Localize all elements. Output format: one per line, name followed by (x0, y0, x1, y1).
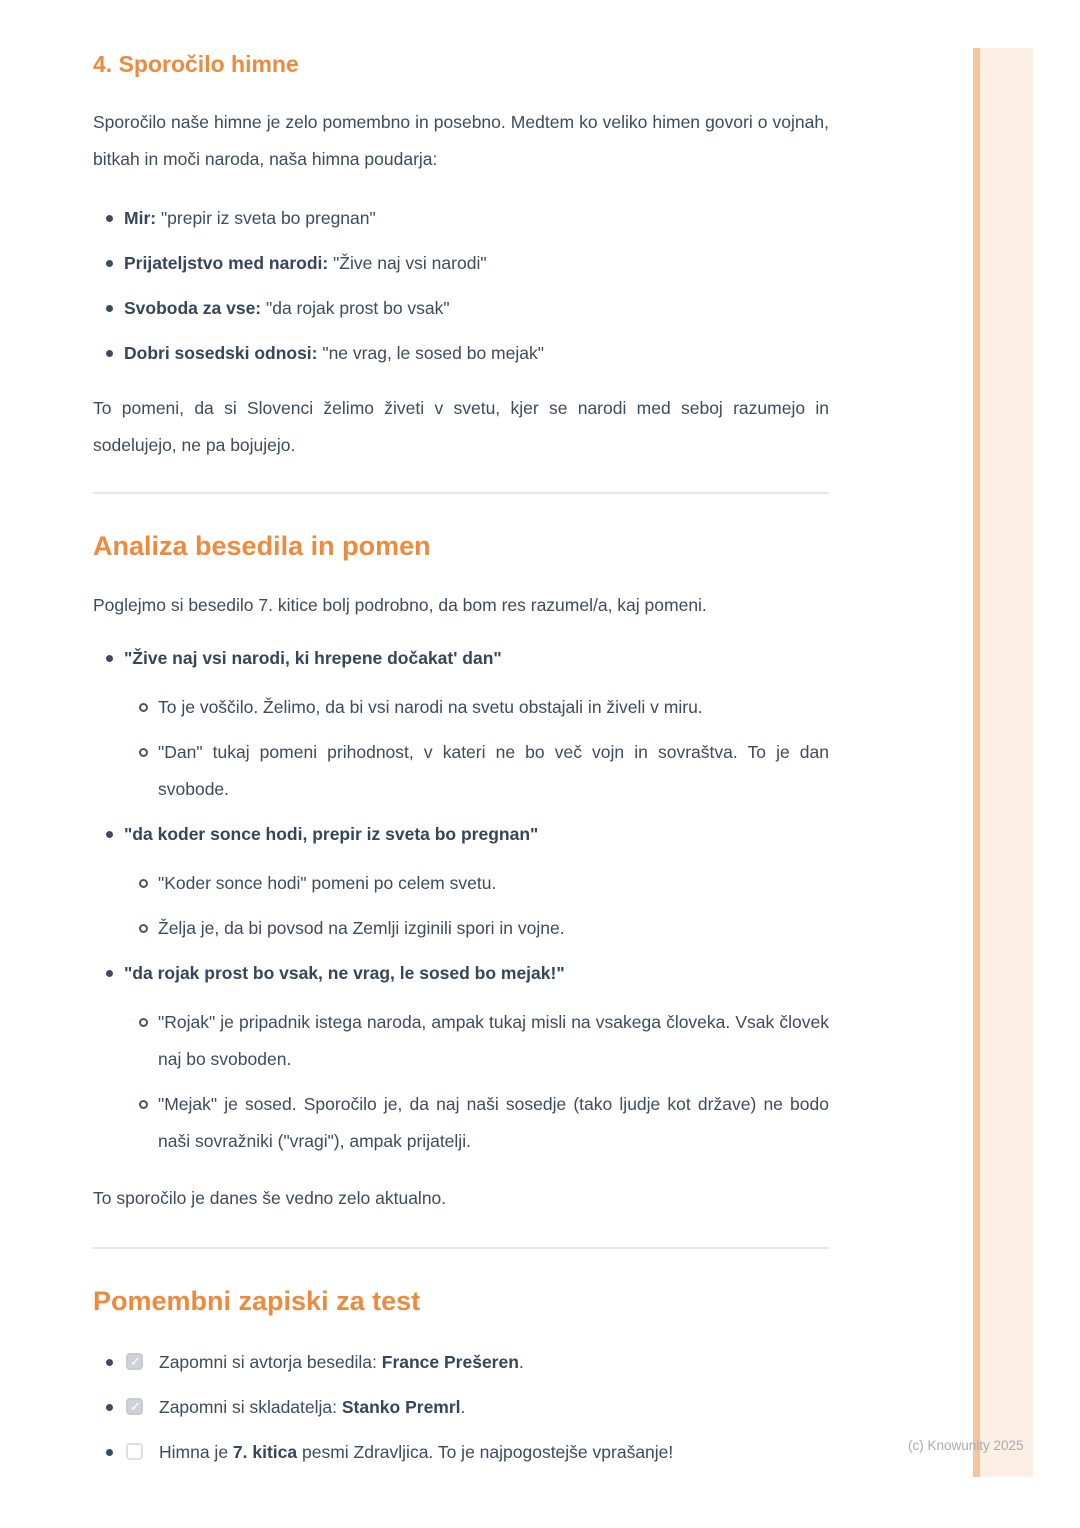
quote-text: "Žive naj vsi narodi, ki hrepene dočakat' dan" (124, 648, 502, 668)
section-heading-sporocilo-himne: 4. Sporočilo himne (93, 51, 299, 77)
list-item-text: "da rojak prost bo vsak" (261, 298, 450, 318)
checklist-text-post: pesmi Zdravljica. To je najpogostejše vprašanje! (297, 1442, 674, 1462)
checklist-item-text (159, 1344, 524, 1381)
checklist-text-post: . (518, 1352, 524, 1372)
checklist-item-text (159, 1434, 673, 1471)
list-item-text: "prepir iz sveta bo pregnan" (156, 208, 376, 228)
checklist-text-bold: Stanko Premrl (341, 1397, 461, 1417)
paragraph-intro-himna: Sporočilo naše himne je zelo pomembno in posebno. Medtem ko veliko himen govori o vojnah, bitkah in moči naroda, naša himna poudarja: (93, 112, 829, 169)
checkbox-kitica[interactable] (126, 1443, 143, 1460)
paragraph-intro-analiza: Poglejmo si besedilo 7. kitice bolj podrobno, da bom res razumel/a, kaj pomeni. (93, 595, 707, 615)
quote-text: "da koder sonce hodi, prepir iz sveta bo pregnan" (124, 824, 539, 844)
sub-list-item: "Koder sonce hodi" pomeni po celem svetu. (124, 865, 829, 902)
decorative-side-bar (973, 48, 1033, 1477)
sub-list-item: Želja je, da bi povsod na Zemlji izginili spori in vojne. (124, 910, 829, 947)
sub-list-item: To je voščilo. Želimo, da bi vsi narodi na svetu obstajali in živeli v miru. (124, 689, 829, 726)
list-item (93, 245, 829, 282)
quote-item (93, 955, 829, 1160)
list-item-text: "ne vrag, le sosed bo mejak" (317, 343, 544, 363)
list-item (93, 335, 829, 372)
document-content (93, 0, 829, 1479)
checklist-text-pre: Zapomni si avtorja besedila: (159, 1352, 382, 1372)
sub-list-item: "Dan" tukaj pomeni prihodnost, v kateri ne bo več vojn in sovraštva. To je dan svobode. (124, 734, 829, 808)
checkbox-skladatelj[interactable] (126, 1398, 143, 1415)
analysis-list (93, 640, 829, 1160)
checkbox-avtor[interactable] (126, 1353, 143, 1370)
section-heading-analiza: Analiza besedila in pomen (93, 531, 431, 561)
checklist-text-pre: Zapomni si skladatelja: (159, 1397, 342, 1417)
checklist-item (93, 1344, 829, 1381)
section-divider (93, 1247, 829, 1249)
quote-item (93, 640, 829, 808)
section-heading-zapiski: Pomembni zapiski za test (93, 1286, 421, 1316)
list-item (93, 290, 829, 327)
checklist-text-bold: 7. kitica (232, 1442, 298, 1462)
list-item-lead: Prijateljstvo med narodi: (124, 253, 329, 273)
bullet-list-poudarki (93, 200, 829, 372)
paragraph-outro-himna: To pomeni, da si Slovenci želimo živeti v svetu, kjer se narodi med seboj razumejo in sodelujejo, ne pa bojujejo. (93, 398, 829, 455)
copyright-notice: (c) Knowunity 2025 (908, 1438, 1024, 1453)
list-item-text: "Žive naj vsi narodi" (328, 253, 487, 273)
list-item-lead: Mir: (124, 208, 157, 228)
list-item (93, 200, 829, 237)
quote-sublist (124, 865, 829, 947)
sub-list-item: "Rojak" je pripadnik istega naroda, ampak tukaj misli na vsakega človeka. Vsak človek naj bo svoboden. (124, 1004, 829, 1078)
list-item-lead: Dobri sosedski odnosi: (124, 343, 318, 363)
checklist-text-post: . (460, 1397, 466, 1417)
quote-text: "da rojak prost bo vsak, ne vrag, le sosed bo mejak!" (124, 963, 565, 983)
checklist-item (93, 1389, 829, 1426)
checklist-item-text (159, 1389, 465, 1426)
checklist-item (93, 1434, 829, 1471)
paragraph-outro-analiza: To sporočilo je danes še vedno zelo aktualno. (93, 1188, 447, 1208)
quote-sublist (124, 1004, 829, 1160)
checklist-text-bold: France Prešeren (381, 1352, 519, 1372)
checklist-text-pre: Himna je (159, 1442, 233, 1462)
sub-list-item: "Mejak" je sosed. Sporočilo je, da naj naši sosedje (tako ljudje kot države) ne bodo naši sovražniki ("vragi"), ampak prijatelji. (124, 1086, 829, 1160)
test-notes-checklist (93, 1344, 829, 1471)
quote-item (93, 816, 829, 947)
quote-sublist (124, 689, 829, 808)
section-divider (93, 492, 829, 494)
list-item-lead: Svoboda za vse: (124, 298, 262, 318)
